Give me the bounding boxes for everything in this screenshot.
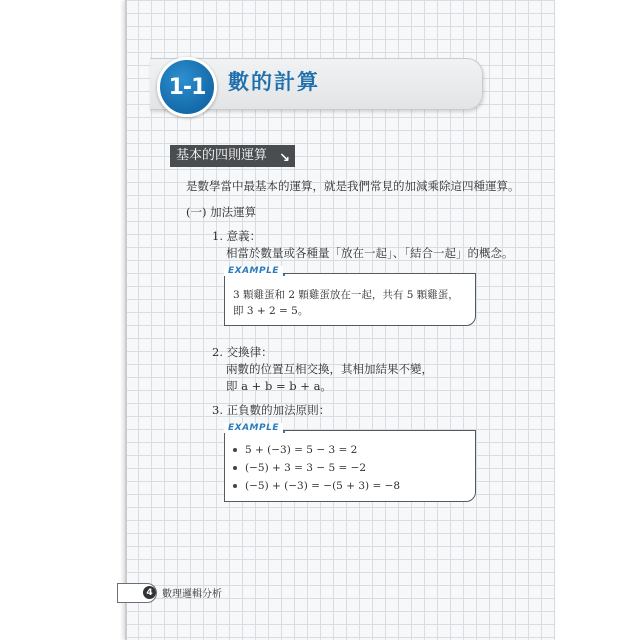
- example-line: 即 3 + 2 = 5。: [233, 305, 309, 317]
- item-text-commutative-2: 即 a + b = b + a。: [226, 379, 332, 393]
- example-tag: EXAMPLE: [224, 423, 283, 433]
- example-bullet-line: [233, 462, 366, 474]
- footer-book-title: 數理邏輯分析: [162, 589, 222, 600]
- item-heading-meaning: 1. 意義：: [212, 229, 262, 243]
- bullet-icon: [233, 484, 237, 488]
- section-number: 1-1: [168, 74, 206, 100]
- example-tag: EXAMPLE: [224, 266, 283, 276]
- topic-title: 基本的四則運算: [176, 148, 268, 163]
- topic-heading: [170, 145, 295, 167]
- subsection-label: (一) 加法運算: [186, 205, 257, 219]
- bullet-icon: [233, 466, 237, 470]
- topic-intro: 是數學當中最基本的運算，就是我們常見的加減乘除這四種運算。: [186, 179, 520, 193]
- example-bullet-line: [233, 444, 357, 456]
- example-line: 3 顆雞蛋和 2 顆雞蛋放在一起，共有 5 顆雞蛋，: [233, 289, 459, 301]
- item-text-meaning: 相當於數量或各種量「放在一起」、「結合一起」的概念。: [226, 246, 514, 260]
- page-number: 4: [143, 586, 156, 599]
- example-line: (−5) + 3 = 3 − 5 = −2: [245, 462, 367, 474]
- bullet-icon: [233, 448, 237, 452]
- example-bullet-line: [233, 480, 400, 492]
- example-line: 5 + (−3) = 5 − 3 = 2: [245, 444, 358, 456]
- section-title: 數的計算: [228, 70, 320, 94]
- arrow-down-right-icon: ↘: [279, 151, 291, 166]
- section-number-badge: [157, 57, 217, 117]
- example-line: (−5) + (−3) = −(5 + 3) = −8: [245, 480, 401, 492]
- example-box-1: [224, 266, 476, 326]
- example-box-2: [224, 423, 476, 502]
- item-text-commutative-1: 兩數的位置互相交換，其相加結果不變，: [226, 362, 433, 376]
- item-heading-signed-addition: 3. 正負數的加法原則：: [212, 403, 331, 417]
- item-heading-commutative: 2. 交換律：: [212, 345, 273, 359]
- page-edge: [125, 0, 127, 640]
